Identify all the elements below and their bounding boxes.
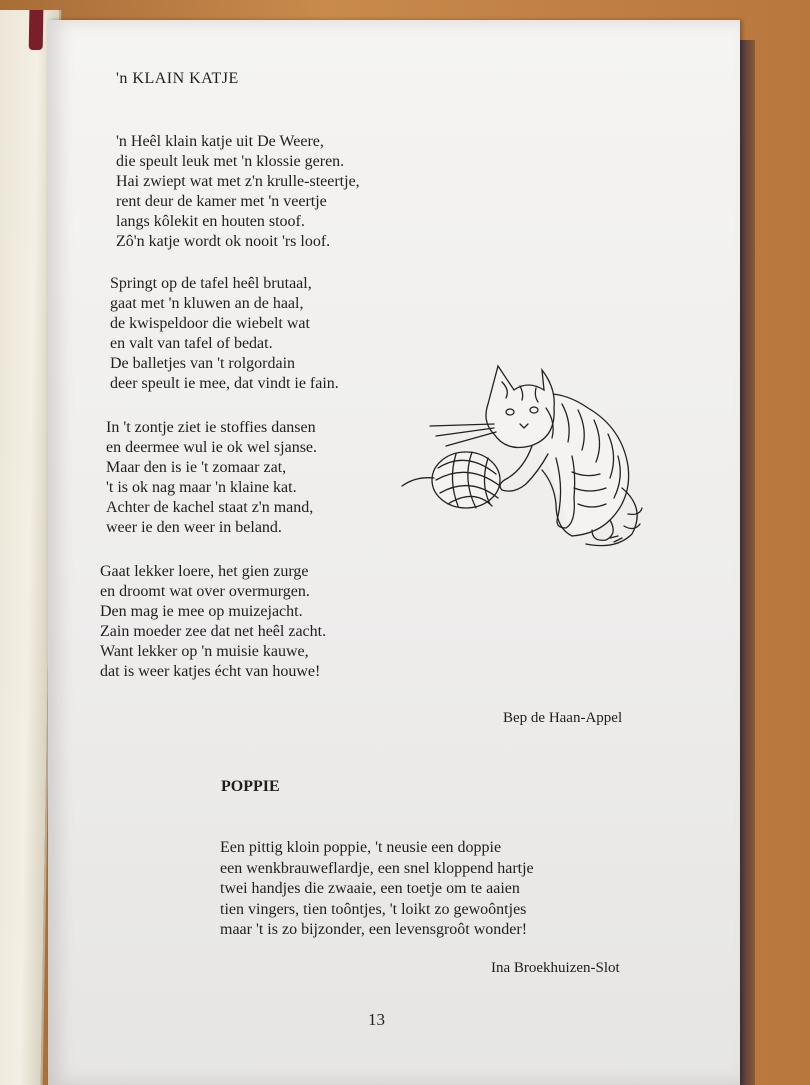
page-number: 13: [368, 1010, 385, 1029]
poem-line: Want lekker op 'n muisie kauwe,: [100, 643, 309, 660]
poem-line: en valt van tafel of bedat.: [110, 335, 273, 352]
poem-line: Achter de kachel staat z'n mand,: [106, 499, 314, 516]
poem-line: weer ie den weer in beland.: [106, 519, 282, 536]
poem-line: Maar den is ie 't zomaar zat,: [106, 459, 287, 476]
stanza-1: [116, 132, 360, 252]
poem-line: de kwispeldoor die wiebelt wat: [110, 315, 310, 332]
poem-line: 't is ok nag maar 'n klaine kat.: [106, 479, 297, 496]
author-credit: Bep de Haan-Appel: [503, 710, 623, 726]
poem-line: rent deur de kamer met 'n veertje: [116, 193, 327, 210]
poem-line: De balletjes van 't rolgordain: [110, 355, 296, 372]
poem-line: 'n Heêl klain katje uit De Weere,: [116, 133, 324, 150]
poem-line: Een pittig kloin poppie, 't neusie een doppie: [220, 839, 502, 856]
poem-line: dat is weer katjes écht van houwe!: [100, 663, 321, 680]
author-credit: Ina Broekhuizen-Slot: [491, 960, 620, 976]
poem-title: POPPIE: [221, 778, 280, 795]
poem-line: In 't zontje ziet ie stoffies dansen: [106, 419, 316, 436]
book-page: [48, 20, 740, 1085]
poem-line: gaat met 'n kluwen an de haal,: [110, 295, 304, 312]
poem-line: Hai zwiept wat met z'n krulle-steertje,: [116, 173, 360, 190]
poem-line: een wenkbrauweflardje, een snel kloppend hartje: [220, 859, 534, 877]
poem-line: die speult leuk met 'n klossie geren.: [116, 153, 345, 170]
poem-line: Gaat lekker loere, het gien zurge: [100, 563, 309, 580]
stanza-2: [110, 274, 339, 394]
poem-line: en droomt wat over overmurgen.: [100, 583, 310, 600]
stanza-4: [100, 562, 326, 682]
poem-line: Zô'n katje wordt ok nooit 'rs loof.: [116, 233, 331, 250]
bookmark-ribbon: [29, 10, 44, 50]
poem-line: Springt op de tafel heêl brutaal,: [110, 275, 312, 292]
poem-line: deer speult ie mee, dat vindt ie fain.: [110, 375, 339, 392]
poem-line: Zain moeder zee dat net heêl zacht.: [100, 623, 327, 640]
poem-line: tien vingers, tien toôntjes, 't loikt zo gewoôntjes: [220, 900, 527, 918]
kitten-illustration: [396, 338, 656, 548]
poem-title: 'n KLAIN KATJE: [116, 70, 239, 87]
poem-line: langs kôlekit en houten stoof.: [116, 213, 305, 230]
stanza-poppie: [220, 838, 534, 941]
stanza-3: [106, 418, 317, 538]
poem-line: Den mag ie mee op muizejacht.: [100, 603, 303, 620]
poem-line: en deermee wul ie ok wel sjanse.: [106, 439, 318, 456]
poem-line: twei handjes die zwaaie, een toetje om te aaien: [220, 880, 520, 897]
poem-line: maar 't is zo bijzonder, een levensgroôt wonder!: [220, 921, 528, 938]
